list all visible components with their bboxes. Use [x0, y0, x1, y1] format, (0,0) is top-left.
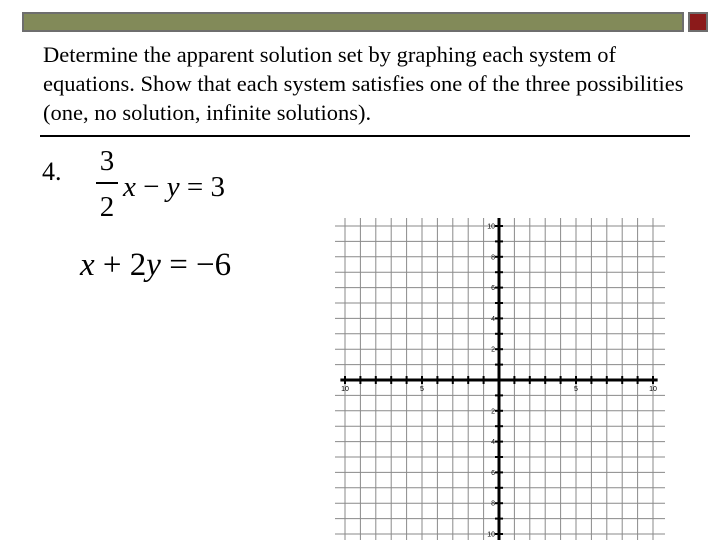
y-axis-tick-label: 4 — [491, 315, 495, 323]
x-axis-tick-label: 5 — [420, 386, 424, 393]
eq2-rhs: = −6 — [160, 247, 232, 283]
y-axis-tick-label: 2 — [491, 346, 495, 354]
y-axis-tick-label: 8 — [491, 254, 495, 262]
equation-1-terms — [123, 169, 225, 205]
corner-square-decoration — [688, 12, 708, 32]
title-bar-decoration — [22, 12, 684, 32]
fraction-denominator: 2 — [99, 191, 115, 223]
instructions-text: Determine the apparent solution set by graphing each system of equations. Show that each system satisfies one of the three possibilities (one, no solution, infinite solutions). — [43, 42, 684, 125]
x-axis-tick-label: 5 — [574, 386, 578, 393]
eq2-var-y: y — [146, 247, 161, 283]
problem-number: 4. — [42, 157, 62, 186]
y-axis-tick-label: 10 — [487, 223, 495, 231]
grid-svg — [335, 218, 665, 540]
x-axis-tick-label: 10 — [341, 386, 349, 393]
fraction-bar — [96, 182, 118, 184]
y-axis-tick-label: 10 — [487, 531, 495, 539]
divider-line — [40, 135, 690, 137]
y-axis-tick-label: 2 — [491, 408, 495, 416]
coordinate-grid — [335, 218, 665, 540]
eq2-plus-two: + 2 — [94, 247, 147, 283]
eq1-minus: − — [135, 171, 167, 203]
eq2-var-x: x — [80, 247, 95, 283]
y-axis-tick-label: 8 — [491, 500, 495, 508]
fraction-numerator: 3 — [99, 145, 115, 177]
x-axis-tick-label: 10 — [649, 386, 657, 393]
y-axis-tick-label: 4 — [491, 439, 495, 447]
equation-2 — [80, 245, 231, 285]
eq1-var-y: y — [166, 171, 180, 203]
eq1-rhs: = 3 — [179, 171, 225, 203]
y-axis-tick-label: 6 — [491, 469, 495, 477]
y-axis-tick-label: 6 — [491, 285, 495, 293]
eq1-var-x: x — [123, 171, 136, 203]
